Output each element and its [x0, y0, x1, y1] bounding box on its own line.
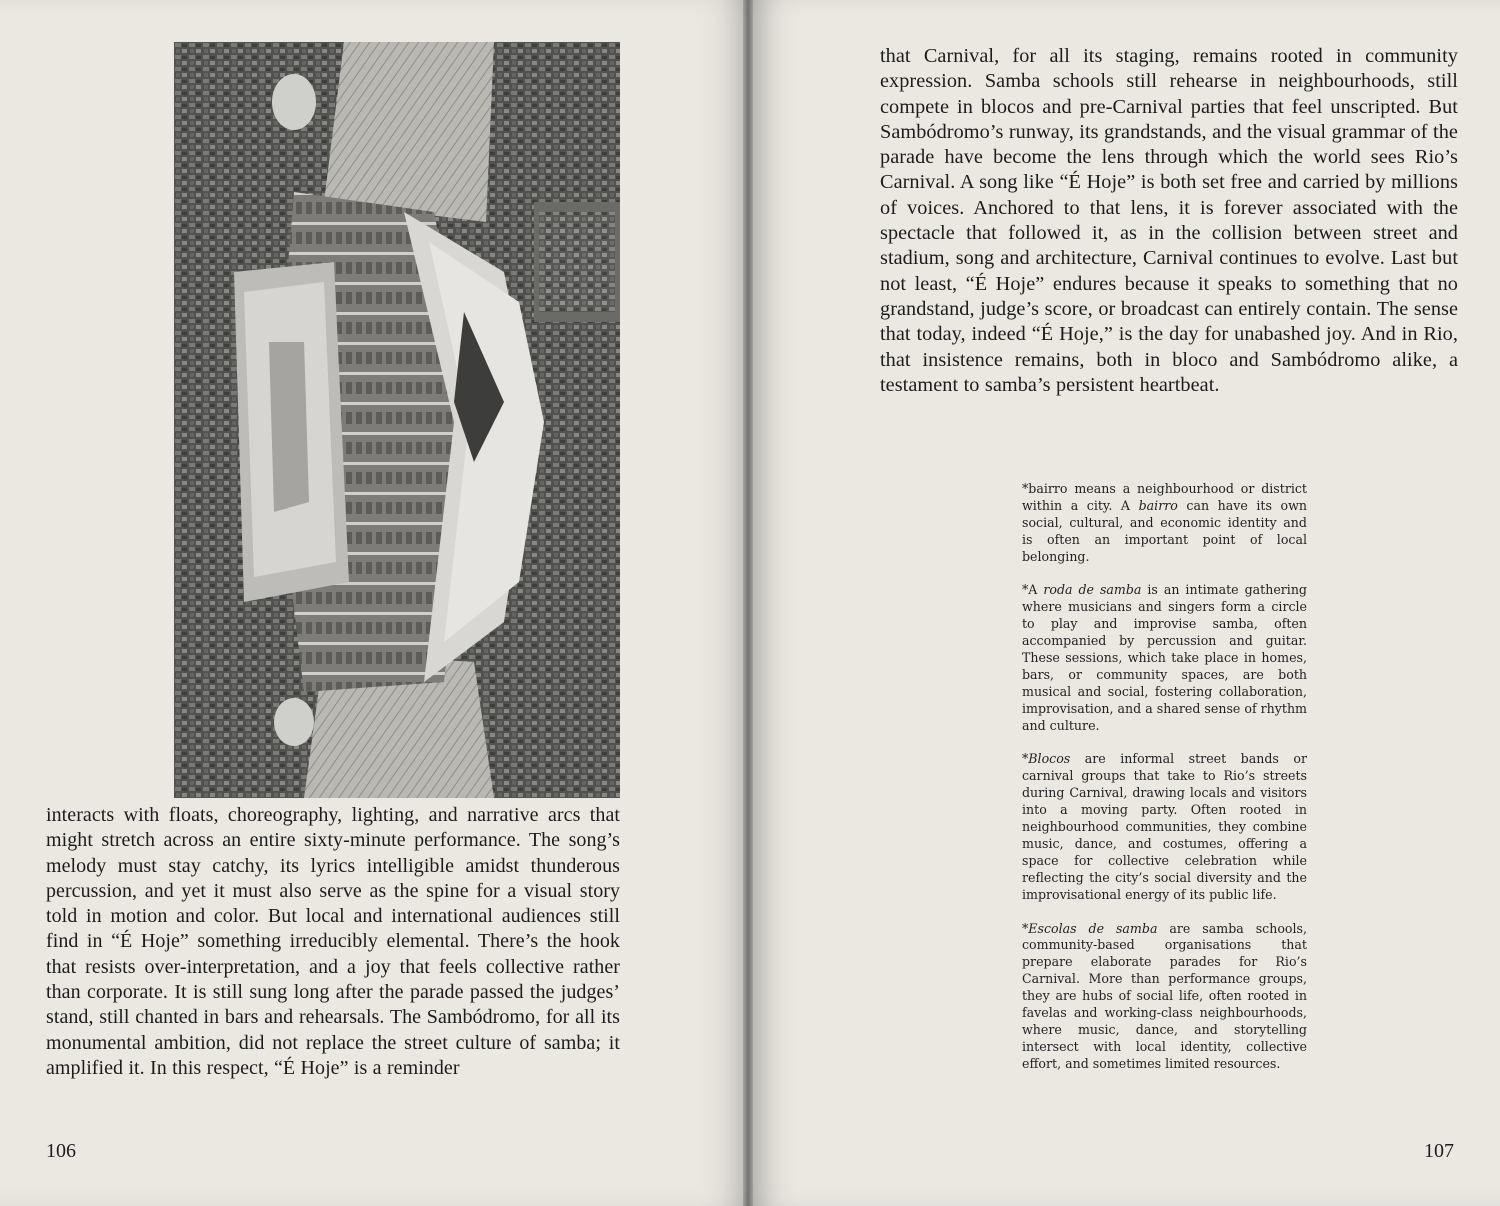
right-page	[750, 0, 1500, 1206]
note-term: Escolas de samba	[1028, 920, 1158, 936]
note-text: are samba schools, community-based organisations that prepare elaborate parades for Rio’s Carnival. More than performance groups, they are hubs of social life, often rooted in favelas and working-class neighbourhoods, where music, dance, and storytelling intersect with local identity, collective effort, and sometimes limited resources.	[1022, 920, 1307, 1071]
photo-illustration	[174, 42, 620, 798]
note-term: bairro	[1138, 497, 1178, 513]
footnotes	[1022, 481, 1307, 1090]
note-text: is an intimate gathering where musicians and singers form a circle to play and improvise samba, often accompanied by percussion and guitar. These sessions, which take place in homes, bars, or community spaces, are both musical and social, fostering collaboration, improvisation, and a shared sense of rhythm and culture.	[1022, 582, 1307, 733]
body-text: that Carnival, for all its staging, remains rooted in community expression. Samba schools still rehearse in neighbourhoods, still compete in blocos and pre-Carnival parties that feel unscripted. But Sambódromo’s runway, its grandstands, and the visual grammar of the parade have become the lens through which the world sees Rio’s Carnival. A song like “É Hoje” is both set free and carried by millions of voices. Anchored to that lens, it is forever associated with the spectacle that followed it, as in the collision between street and stadium, song and architecture, Carnival continues to evolve. Last but not least, “É Hoje” endures because it speaks to something that no grandstand, judge’s score, or broadcast can entirely contain. The sense that today, indeed “É Hoje,” is the day for unabashed joy. And in Rio, that insistence remains, both in bloco and Sambódromo alike, a testament to samba’s persistent heartbeat.	[880, 45, 1458, 396]
body-text: interacts with floats, choreography, lighting, and narrative arcs that might stretch across an entire sixty-minute performance. The song’s melody must stay catchy, its lyrics intelligible amidst thunderous percussion, and yet it must also serve as the spine for a visual story told in motion and color. But local and international audiences still find in “É Hoje” something irreducibly elemental. There’s the hook that resists over-interpretation, and a joy that feels collective rather than corporate. It is still sung long after the parade passed the judges’ stand, still chanted in bars and rehearsals. The Sambódromo, for all its monumental ambition, did not replace the street culture of samba; it amplified it. In this respect, “É Hoje” is a reminder	[46, 804, 620, 1079]
book-gutter	[743, 0, 753, 1206]
page-number: 106	[46, 1140, 76, 1162]
footnote-blocos	[1022, 751, 1307, 903]
note-lead: *A	[1022, 582, 1044, 598]
note-lead: *bairro means a neighbourhood or district within a city. A	[1022, 481, 1307, 513]
note-term: roda de samba	[1043, 582, 1142, 598]
note-text: are informal street bands or carnival groups that take to Rio’s streets during Carnival, drawing locals and visitors into a moving party. Often rooted in neighbourhood communities, they combine music, dance, and costumes, offering a space for collective celebration while reflecting the city’s social diversity and the improvisational energy of its public life.	[1022, 751, 1307, 902]
note-text: can have its own social, cultural, and economic identity and is often an important point of local belonging.	[1022, 497, 1307, 564]
aerial-stadium-photo	[174, 42, 620, 798]
footnote-roda-de-samba	[1022, 582, 1307, 734]
footnote-escolas-de-samba	[1022, 921, 1307, 1073]
page-number: 107	[1424, 1140, 1454, 1162]
note-lead: *	[1022, 751, 1029, 767]
note-lead: *	[1022, 920, 1029, 936]
footnote-bairro	[1022, 481, 1307, 566]
note-term: Blocos	[1028, 751, 1071, 767]
